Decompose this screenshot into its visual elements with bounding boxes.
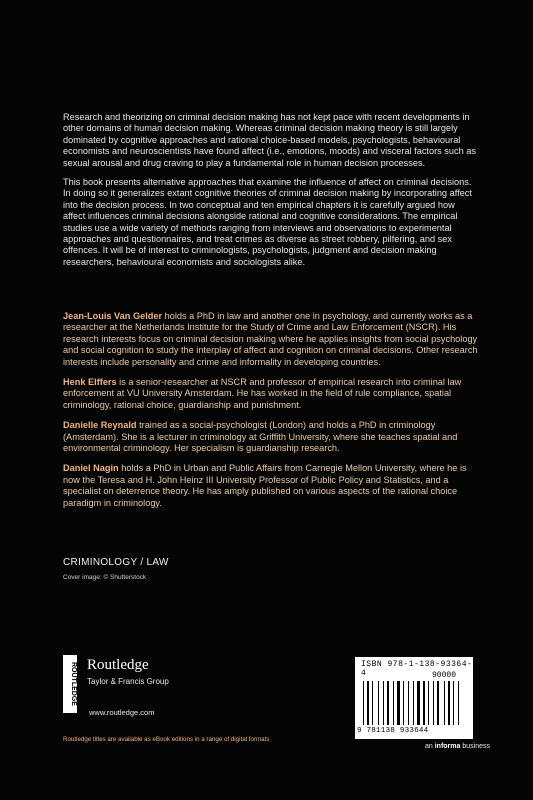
routledge-mark-icon: ROUTLEDGE	[63, 655, 77, 713]
barcode-stripe	[397, 681, 400, 725]
barcode-stripe	[435, 681, 436, 725]
barcode-stripe	[403, 681, 404, 725]
barcode-stripe	[446, 681, 447, 725]
barcode-stripe	[421, 681, 422, 725]
barcode-stripe	[378, 681, 379, 725]
barcode-stripe	[433, 681, 434, 725]
publisher-logo	[63, 655, 243, 715]
bio-text: holds a PhD in law and another one in psychology, and currently works as a researcher at the Netherlands Institute for the Study of Crime and Law Enforcement (NSCR). His research interests focus on criminal decision making where he applies insights from social psychology and social cognition to study the interplay of affect and cognition on criminal decisions. Other research interests include personality and crime and informality in developing countries.	[63, 311, 478, 367]
barcode-stripe	[393, 681, 394, 725]
barcode-stripe	[448, 681, 450, 725]
price-code: 90000	[432, 671, 457, 680]
publisher-group: Taylor & Francis Group	[87, 677, 169, 686]
barcode-stripe	[401, 681, 402, 725]
barcode-stripe	[455, 681, 457, 725]
barcode-stripe	[437, 681, 439, 725]
isbn-barcode	[355, 657, 473, 739]
barcode-stripe	[387, 681, 389, 725]
barcode-stripe	[413, 681, 414, 725]
barcode-stripe	[395, 681, 396, 725]
author-name: Henk Elffers	[63, 377, 117, 388]
bio-reynald	[63, 420, 479, 454]
barcode-stripe	[374, 681, 377, 725]
barcode-stripe	[410, 681, 412, 725]
description-paragraph-1: Research and theorizing on criminal decision making has not kept pace with recent developments in other domains of human decision making. Whereas criminal decision making theory is still largely dominated by cognitive approaches and rational choice-based models, psychologists, behavioural economists and neuroscientists have found affect (i.e., emotions, moods) and visceral factors such as sexual arousal and drug craving to play a fundamental role in human decision processes.	[63, 112, 476, 168]
barcode-stripe	[430, 681, 432, 725]
barcode-stripe	[440, 681, 443, 725]
barcode-stripe	[385, 681, 386, 725]
barcode-stripe	[458, 681, 459, 725]
informa-suffix: business	[460, 743, 490, 750]
barcode-stripe	[372, 681, 373, 725]
barcode-stripe	[451, 681, 452, 725]
informa-prefix: an	[425, 743, 435, 750]
barcode-stripe	[390, 681, 392, 725]
cover-credit: Cover image: © Shutterstock	[63, 574, 147, 581]
barcode-stripe	[365, 681, 366, 725]
publisher-url[interactable]: www.routledge.com	[89, 708, 155, 717]
author-name: Jean-Louis Van Gelder	[63, 311, 163, 321]
author-name: Danielle Reynald	[63, 420, 137, 431]
author-name: Daniel Nagin	[63, 463, 119, 474]
bio-text: holds a PhD in Urban and Public Affairs from Carnegie Mellon University, where he is now the Teresa and H. John Heinz III University Professor of Public Policy and Statistics, and a specialist on deterrence theory. He has amply published on various aspects of the rational choice paradigm in criminology.	[63, 463, 467, 508]
informa-brand: informa	[434, 743, 461, 750]
bio-text: is a senior-researcher at NSCR and professor of empirical research into criminal law enforcement at VU University Amsterdam. He has worked in the field of rule compliance, spatial criminology, rational choice, guardianship and punishment.	[63, 377, 462, 410]
subject-category: CRIMINOLOGY / LAW	[63, 557, 169, 568]
bio-van-gelder	[63, 311, 479, 368]
ebook-note: Routledge titles are available as eBook editions in a range of digital formats	[63, 736, 270, 743]
barcode-stripe	[423, 681, 425, 725]
bio-elffers	[63, 377, 479, 411]
barcode-stripe	[370, 681, 371, 725]
barcode-stripe	[367, 681, 369, 725]
barcode-stripe	[408, 681, 409, 725]
barcode-stripe	[405, 681, 407, 725]
author-bios	[63, 311, 479, 518]
barcode-stripe	[444, 681, 445, 725]
barcode-stripe	[415, 681, 416, 725]
description-paragraph-2: This book presents alternative approaches that examine the influence of affect on criminal decisions. In doing so it generalizes extant cognitive theories of criminal decision making by incorporating affect into the decision process. In two conceptual and ten empirical chapters it is carefully argued how affect influences criminal decisions alongside rational and cognitive considerations. The empirical studies use a wide variety of methods ranging from interviews and observations to experimental approaches and questionnaires, and treat crimes as diverse as street robbery, pilfering, and sex offences. It will be of interest to criminologists, psychologists, judgment and decision making researchers, behavioural economists and sociologists alike.	[63, 177, 472, 267]
barcode-stripe	[460, 681, 463, 725]
barcode-stripe	[380, 681, 382, 725]
isbn-label: ISBN 978-1-138-93364-4	[361, 660, 473, 678]
barcode-stripe	[383, 681, 384, 725]
description	[63, 112, 479, 276]
barcode-stripe	[363, 681, 364, 725]
barcode-stripe	[428, 681, 429, 725]
informa-tagline	[425, 743, 490, 750]
barcode-stripe	[426, 681, 427, 725]
publisher-name: Routledge	[87, 657, 149, 673]
barcode-stripe	[453, 681, 454, 725]
barcode-digits: 9 781138 933644	[357, 727, 429, 735]
barcode-stripe	[417, 681, 420, 725]
bio-nagin	[63, 463, 479, 509]
barcode-bars-icon	[363, 681, 465, 725]
bio-text: trained as a social-psychologist (London) and holds a PhD in criminology (Amsterdam). She is a lecturer in criminology at Griffith University, where she teaches spatial and environmental criminology. Her specialism is guardianship research.	[63, 420, 458, 454]
